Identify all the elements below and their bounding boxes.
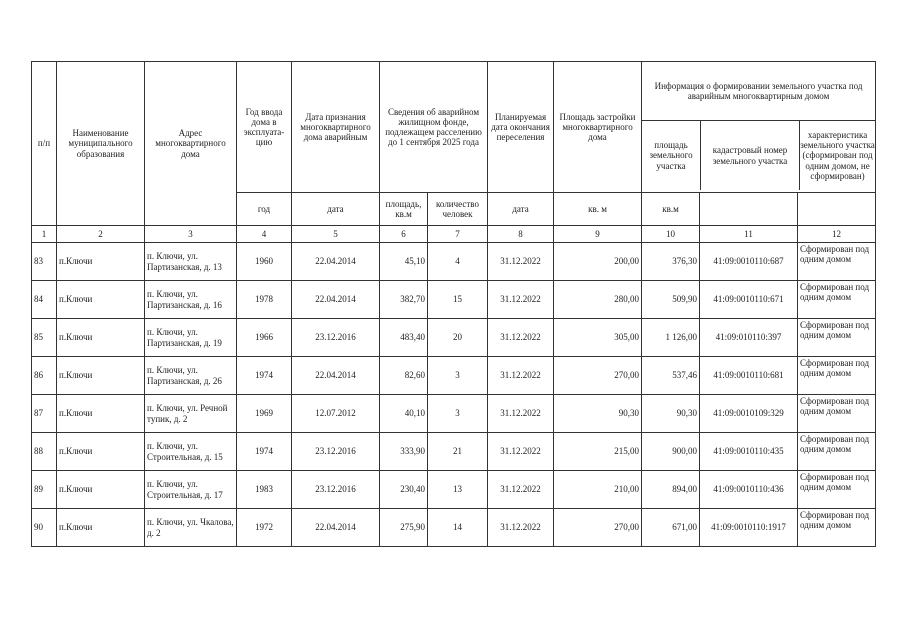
recognition-date-cell: 22.04.2014 (292, 243, 380, 281)
land-area-cell: 671,00 (642, 509, 700, 547)
land-status-cell: Сформирован под одним домом (798, 243, 876, 281)
building-area-cell: 90,30 (554, 395, 642, 433)
col-num: 11 (700, 226, 798, 243)
address-cell: п. Ключи, ул. Партизанская, д. 13 (145, 243, 237, 281)
people-cell: 21 (428, 433, 488, 471)
address-cell: п. Ключи, ул. Строительная, д. 15 (145, 433, 237, 471)
header-address: Адрес многоквартирного дома (145, 62, 237, 226)
table-row (32, 281, 876, 319)
header-land-area: площадь земельного участка (642, 121, 701, 190)
cadastral-cell: 41:09:0010110:1917 (700, 509, 798, 547)
unit-year: год (237, 193, 292, 226)
column-numbers-row (32, 226, 876, 243)
col-num: 1 (32, 226, 57, 243)
table-row (32, 509, 876, 547)
recognition-date-cell: 22.04.2014 (292, 357, 380, 395)
area-cell: 275,90 (380, 509, 428, 547)
planned-date-cell: 31.12.2022 (488, 471, 554, 509)
col-num: 10 (642, 226, 700, 243)
municipality-cell: п.Ключи (57, 471, 145, 509)
area-cell: 333,90 (380, 433, 428, 471)
year-cell: 1960 (237, 243, 292, 281)
cadastral-cell: 41:09:010110:397 (700, 319, 798, 357)
land-status-cell: Сформирован под одним домом (798, 509, 876, 547)
year-cell: 1972 (237, 509, 292, 547)
people-cell: 4 (428, 243, 488, 281)
address-cell: п. Ключи, ул. Речной тупик, д. 2 (145, 395, 237, 433)
header-planned-date: Планируемая дата окончания переселения (488, 62, 554, 193)
col-num: 12 (798, 226, 876, 243)
planned-date-cell: 31.12.2022 (488, 395, 554, 433)
people-cell: 20 (428, 319, 488, 357)
header-cadastral: кадастровый номер земельного участка (701, 121, 800, 190)
header-land-group (642, 62, 876, 193)
col-num: 4 (237, 226, 292, 243)
year-cell: 1969 (237, 395, 292, 433)
col-num: 2 (57, 226, 145, 243)
area-cell: 45,10 (380, 243, 428, 281)
municipality-cell: п.Ключи (57, 357, 145, 395)
recognition-date-cell: 23.12.2016 (292, 319, 380, 357)
planned-date-cell: 31.12.2022 (488, 357, 554, 395)
col-num: 6 (380, 226, 428, 243)
municipality-cell: п.Ключи (57, 319, 145, 357)
planned-date-cell: 31.12.2022 (488, 281, 554, 319)
col-num: 9 (554, 226, 642, 243)
cadastral-cell: 41:09:0010110:435 (700, 433, 798, 471)
unit-land-area: кв.м (642, 193, 700, 226)
land-status-cell: Сформирован под одним домом (798, 433, 876, 471)
cadastral-cell: 41:09:0010110:687 (700, 243, 798, 281)
land-status-cell: Сформирован под одним домом (798, 281, 876, 319)
header-land-info: Информация о формировании земельного участка под аварийным многоквартирным домом (642, 62, 875, 121)
municipality-cell: п.Ключи (57, 433, 145, 471)
address-cell: п. Ключи, ул. Партизанская, д. 19 (145, 319, 237, 357)
recognition-date-cell: 22.04.2014 (292, 281, 380, 319)
row-number: 84 (32, 281, 57, 319)
area-cell: 483,40 (380, 319, 428, 357)
table-row (32, 395, 876, 433)
year-cell: 1983 (237, 471, 292, 509)
area-cell: 382,70 (380, 281, 428, 319)
land-area-cell: 90,30 (642, 395, 700, 433)
building-area-cell: 200,00 (554, 243, 642, 281)
municipality-cell: п.Ключи (57, 509, 145, 547)
land-status-cell: Сформирован под одним домом (798, 357, 876, 395)
building-area-cell: 305,00 (554, 319, 642, 357)
land-area-cell: 1 126,00 (642, 319, 700, 357)
building-area-cell: 210,00 (554, 471, 642, 509)
unit-area: площадь, кв.м (380, 193, 428, 226)
col-num: 5 (292, 226, 380, 243)
people-cell: 13 (428, 471, 488, 509)
recognition-date-cell: 12.07.2012 (292, 395, 380, 433)
building-area-cell: 270,00 (554, 509, 642, 547)
planned-date-cell: 31.12.2022 (488, 433, 554, 471)
unit-build-area: кв. м (554, 193, 642, 226)
land-area-cell: 900,00 (642, 433, 700, 471)
row-number: 88 (32, 433, 57, 471)
address-cell: п. Ключи, ул. Строительная, д. 17 (145, 471, 237, 509)
table-row (32, 243, 876, 281)
municipality-cell: п.Ключи (57, 395, 145, 433)
address-cell: п. Ключи, ул. Партизанская, д. 26 (145, 357, 237, 395)
header-recognition-date: Дата признания многоквартирного дома аварийным (292, 62, 380, 193)
recognition-date-cell: 22.04.2014 (292, 509, 380, 547)
header-municipality: Наименование муниципального образования (57, 62, 145, 226)
land-status-cell: Сформирован под одним домом (798, 471, 876, 509)
row-number: 85 (32, 319, 57, 357)
col-num: 7 (428, 226, 488, 243)
building-area-cell: 280,00 (554, 281, 642, 319)
municipality-cell: п.Ключи (57, 243, 145, 281)
row-number: 87 (32, 395, 57, 433)
cadastral-cell: 41:09:0010110:436 (700, 471, 798, 509)
land-area-cell: 894,00 (642, 471, 700, 509)
unit-status-blank (798, 193, 876, 226)
people-cell: 14 (428, 509, 488, 547)
address-cell: п. Ключи, ул. Партизанская, д. 16 (145, 281, 237, 319)
land-area-cell: 509,90 (642, 281, 700, 319)
land-area-cell: 537,46 (642, 357, 700, 395)
cadastral-cell: 41:09:0010109:329 (700, 395, 798, 433)
address-cell: п. Ключи, ул. Чкалова, д. 2 (145, 509, 237, 547)
cadastral-cell: 41:09:0010110:671 (700, 281, 798, 319)
table-row (32, 433, 876, 471)
recognition-date-cell: 23.12.2016 (292, 433, 380, 471)
municipality-cell: п.Ключи (57, 281, 145, 319)
header-pp: п/п (32, 62, 57, 226)
table-row (32, 319, 876, 357)
header-building-area: Площадь застройки многоквартирного дома (554, 62, 642, 193)
planned-date-cell: 31.12.2022 (488, 243, 554, 281)
unit-people: количество человек (428, 193, 488, 226)
resettlement-table (31, 61, 876, 547)
header-land-characteristic: характеристика земельного участка (сформирован под одним домом, не сформирован) (800, 130, 875, 181)
cadastral-cell: 41:09:0010110:681 (700, 357, 798, 395)
area-cell: 82,60 (380, 357, 428, 395)
planned-date-cell: 31.12.2022 (488, 509, 554, 547)
area-cell: 230,40 (380, 471, 428, 509)
row-number: 83 (32, 243, 57, 281)
table-body (32, 243, 876, 547)
year-cell: 1974 (237, 433, 292, 471)
row-number: 89 (32, 471, 57, 509)
unit-planned: дата (488, 193, 554, 226)
people-cell: 15 (428, 281, 488, 319)
row-number: 86 (32, 357, 57, 395)
table-row (32, 471, 876, 509)
people-cell: 3 (428, 395, 488, 433)
land-area-cell: 376,30 (642, 243, 700, 281)
building-area-cell: 270,00 (554, 357, 642, 395)
col-num: 8 (488, 226, 554, 243)
area-cell: 40,10 (380, 395, 428, 433)
land-status-cell: Сформирован под одним домом (798, 395, 876, 433)
building-area-cell: 215,00 (554, 433, 642, 471)
people-cell: 3 (428, 357, 488, 395)
year-cell: 1966 (237, 319, 292, 357)
year-cell: 1974 (237, 357, 292, 395)
header-year: Год ввода дома в эксплуата-цию (237, 62, 292, 193)
unit-cadastral-blank (700, 193, 798, 226)
recognition-date-cell: 23.12.2016 (292, 471, 380, 509)
unit-recog: дата (292, 193, 380, 226)
col-num: 3 (145, 226, 237, 243)
planned-date-cell: 31.12.2022 (488, 319, 554, 357)
year-cell: 1978 (237, 281, 292, 319)
row-number: 90 (32, 509, 57, 547)
header-emergency-info: Сведения об аварийном жилищном фонде, подлежащем расселению до 1 сентября 2025 года (380, 62, 488, 193)
land-status-cell: Сформирован под одним домом (798, 319, 876, 357)
table-row (32, 357, 876, 395)
